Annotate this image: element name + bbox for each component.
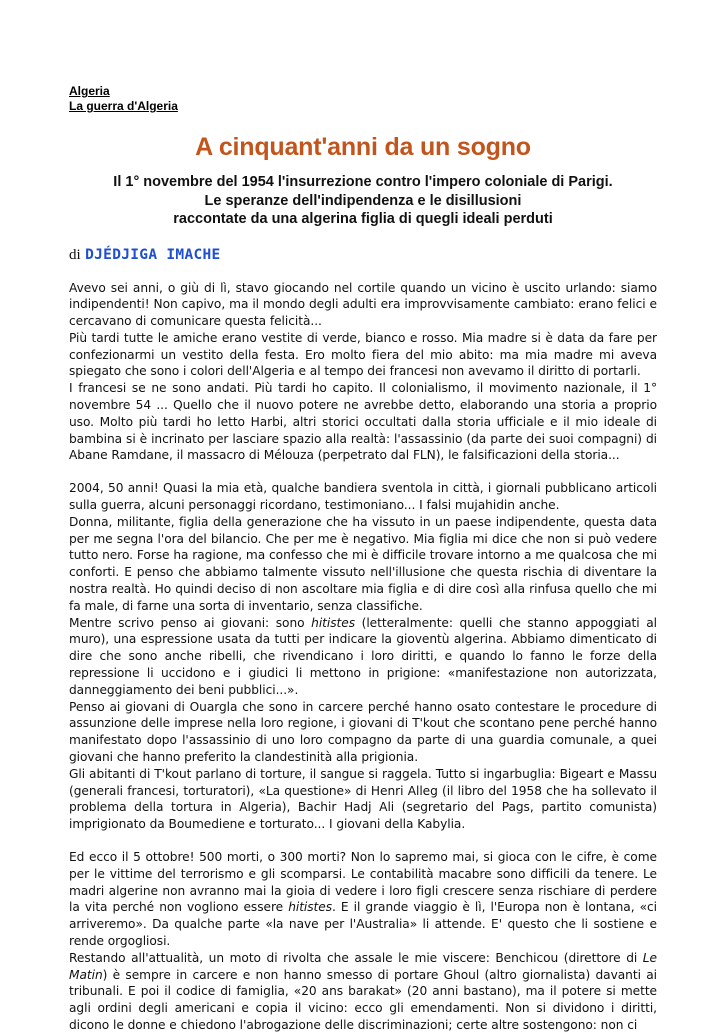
article-body	[69, 280, 657, 1034]
paragraph: Penso ai giovani di Ouargla che sono in carcere perché hanno osato contestare le procedure di assunzione delle imprese nella loro regione, i giovani di T'kout che scontano pene perché hanno manifestato dopo l'assassinio di uno loro compagno da parte di una guardia comunale, a quei giovani che hanno preferito la clandestinità alla prigionia.	[69, 699, 657, 765]
article-title: A cinquant'anni da un sogno	[195, 133, 531, 161]
text-run: Ed ecco il 5 ottobre! 500 morti, o 300 morti? Non lo sapremo mai, si gioca con le cifre, è come per le vittime del terrorismo e gli scomparsi. Le contabilità macabre sono difficili da tenere. Le madri algerine non avranno mai la gioia di vedere i loro figli crescere senza rischiare di perdere la vita perché non vogliono essere	[69, 850, 657, 915]
italic-term: hitistes	[288, 900, 333, 915]
breadcrumb-algeria[interactable]: Algeria	[69, 84, 110, 98]
author-name: DJÉDJIGA IMACHE	[85, 246, 221, 263]
text-run: Mentre scrivo penso ai giovani: sono	[69, 615, 312, 630]
text-run: Restando all'attualità, un moto di rivolta che assale le mie viscere: Benchicou (direttore di	[69, 950, 643, 965]
paragraph	[69, 950, 657, 1034]
paragraph: I francesi se ne sono andati. Più tardi ho capito. Il colonialismo, il movimento nazionale, il 1° novembre 54 ... Quello che il nuovo potere ne avrebbe detto, elaborando una storia a proprio uso. Molto più tardi ho letto Harbi, altri storici occultati dalla storia ufficiale e il mio ideale di bambina si è incrinato per lasciare spazio alla realtà: l'assassinio (da parte dei suoi compagni) di Abane Ramdane, il massacro di Mélouza (perpetrato dal FLN), le falsificazioni della storia...	[69, 381, 657, 463]
text-run: . E il grande viaggio è lì, l'Europa non è lontana, «ci arriveremo». Da qualche parte «la nave per l'Australia» li attende. E' questo che li sostiene e rende orgogliosi.	[69, 900, 657, 948]
text-run: ) è sempre in carcere e non hanno smesso di portare Ghoul (altro giornalista) davanti ai tribunali. E poi il codice di famiglia, «20 ans barakat» (20 anni bastano), ma il potere si mette agli ordini degli americani e copia il vicino: ecco gli emendamenti. Non si dividono i diritti, dicono le donne e chiedono l'abrogazione delle discriminazioni; certe altre sostengono: non ci	[69, 967, 657, 1032]
paragraph	[69, 615, 657, 699]
article-subtitle	[69, 173, 657, 229]
paragraph	[69, 849, 657, 950]
byline	[69, 246, 657, 264]
subtitle-line: Il 1° novembre del 1954 l'insurrezione contro l'impero coloniale di Parigi.	[113, 174, 613, 190]
paragraph: Più tardi tutte le amiche erano vestite di verde, bianco e rosso. Mia madre si è data da fare per confezionarmi un vestito della festa. Ero molto fiera del mio abito: ma mia madre mi aveva spiegato che sono i colori dell'Algeria e al tempo dei francesi non avevamo il diritto di portarli.	[69, 330, 657, 379]
italic-term: hitistes	[311, 615, 356, 630]
document-page	[69, 84, 657, 1034]
text-run: (letteralmente: quelli che stanno appoggiati al muro), una espressione usata da tutti per indicare la gioventù algerina. Abbiamo dimenticato di dire che sono anche ribelli, che rivendicano i loro diritti, e quando lo fanno le forze della repressione li uccidono e i giudici li mettono in prigione: «manifestazione non autorizzata, danneggiamento dei beni pubblici...».	[69, 615, 657, 697]
paragraph: 2004, 50 anni! Quasi la mia età, qualche bandiera sventola in città, i giornali pubblicano articoli sulla guerra, alcuni personaggi ricordano, testimoniano... I falsi mujahidin anche.	[69, 481, 657, 513]
paragraph: Donna, militante, figlia della generazione che ha vissuto in un paese indipendente, questa data per me segna l'ora del bilancio. Che per me è negativo. Mia figlia mi dice che non si può vedere tutto nero. Forse ha ragione, ma confesso che mi è difficile trovare intorno a me qualcosa che mi conforti. E penso che abbiamo talmente vissuto nell'illusione che questa rischia di diventare la nostra realtà. Ho quindi deciso di non ascoltare mia figlia e di dire così alla rinfusa quello che mi fa male, di farne una sorta di inventario, senza classifiche.	[69, 514, 657, 613]
paragraph-gap	[69, 833, 657, 849]
subtitle-line: raccontate da una algerina figlia di quegli ideali perduti	[173, 211, 553, 227]
byline-prefix: di	[69, 246, 81, 263]
paragraph: Gli abitanti di T'kout parlano di torture, il sangue si raggela. Tutto si ingarbuglia: Bigeart e Massu (generali francesi, torturatori), «La questione» di Henri Alleg (il libro del 1958 che ha sollevato il problema della tortura in Algeria), Bachir Hadj Ali (segretario del Pags, partito comunista) imprigionato da Boumediene e torturato... I giovani della Kabylia.	[69, 766, 657, 832]
italic-term: Le Matin	[69, 950, 657, 982]
breadcrumb-guerra-algeria[interactable]: La guerra d'Algeria	[69, 99, 178, 113]
paragraph-gap	[69, 464, 657, 480]
paragraph: Avevo sei anni, o giù di lì, stavo giocando nel cortile quando un vicino è uscito urlando: siamo indipendenti! Non capivo, ma il mondo degli adulti era improvvisamente cambiato: erano felici e cercavano di comunicare questa felicità...	[69, 280, 657, 329]
subtitle-line: Le speranze dell'indipendenza e le disillusioni	[204, 192, 522, 209]
